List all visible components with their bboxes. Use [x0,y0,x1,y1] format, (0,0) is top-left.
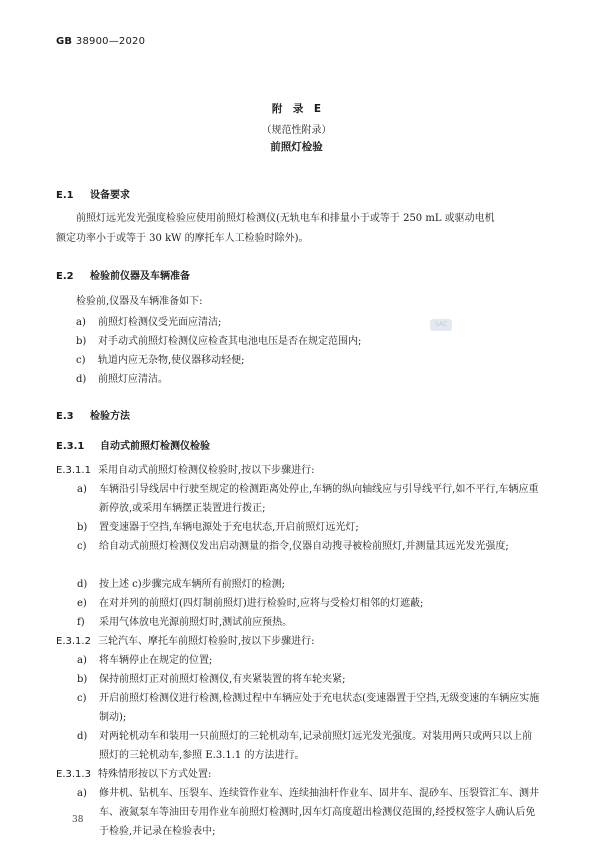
clause-text: 采用自动式前照灯检测仪检验时,按以下步骤进行: [98,465,315,476]
section-number: E.3 [56,411,74,422]
watermark-logo: SAC [430,319,452,331]
list-marker: b) [76,336,87,347]
list-text: 轨道内应无杂物,使仪器移动轻便; [98,355,245,366]
section-number: E.1 [56,190,74,201]
standard-number: 38900—2020 [75,36,146,47]
list-marker: c) [76,355,86,366]
appendix-title: 附 录 E [271,103,322,115]
list-marker: a) [77,484,87,495]
list-marker: a) [77,655,87,666]
list-item [76,313,221,332]
section-title: 检验方法 [90,411,130,422]
list-text: 将车辆停止在规定的位置; [99,655,213,666]
standard-header [56,36,145,47]
list-marker: a) [76,317,86,328]
list-text: 对两轮机动车和装用一只前照灯的三轮机动车,记录前照灯远光发光强度。对装用两只或两只以上前照灯的三轮机动车,参照 E.3.1.1 的方法进行。 [99,731,533,761]
paragraph-line: 前照灯远光发光强度检验应使用前照灯检测仪(无轨电车和排量小于或等于 250 mL 或驱动电机 [76,213,495,224]
clause-number: E.3.1.3 [56,769,91,780]
subsection-title: 自动式前照灯检测仪检验 [100,441,210,452]
paragraph-line: 检验前,仪器及车辆准备如下: [76,296,203,307]
clause-number: E.3.1.2 [56,636,91,647]
page-number: 38 [72,815,84,825]
clause-number: E.3.1.1 [56,465,91,476]
list-text: 采用气体放电光源前照灯时,测试前应预热。 [99,617,293,628]
section-number: E.2 [56,271,74,282]
section-heading-e3 [56,407,130,422]
list-text: 对手动式前照灯检测仪应检查其电池电压是否在规定范围内; [98,336,362,347]
list-text: 保持前照灯正对前照灯检测仪,有夹紧装置的将车轮夹紧; [99,674,346,685]
list-item [76,370,168,389]
list-marker: b) [77,522,88,533]
list-marker: d) [76,374,87,385]
clause-text: 三轮汽车、摩托车前照灯检验时,按以下步骤进行: [98,636,315,647]
section-heading-e1 [56,186,130,201]
list-marker: a) [77,788,87,799]
section-heading-e2 [56,267,190,282]
list-text: 修井机、钻机车、压裂车、连续管作业车、连续抽油杆作业车、固井车、混砂车、压裂管汇车、测井车、液氮泵车等油田专用作业车前照灯检测时,因车灯高度超出检测仪范围的,经授权签字人确认后免于检验,并记录在检验表中; [99,788,539,837]
subsection-heading-e31 [56,437,210,452]
paragraph-line: 额定功率小于或等于 30 kW 的摩托车人工检验时除外)。 [56,233,309,244]
list-item [76,351,245,370]
clause-text: 特殊情形按以下方式处置: [98,769,212,780]
clause-e311 [56,461,315,480]
list-text: 开启前照灯检测仪进行检测,检测过程中车辆应处于充电状态(变速器置于空挡,无级变速的车辆应实施制动); [99,693,540,723]
list-text: 前照灯检测仪受光面应清洁; [98,317,222,328]
list-item [76,332,361,351]
list-marker: f) [77,617,85,628]
list-marker: b) [77,674,88,685]
clause-e313 [56,765,211,784]
list-text: 置变速器于空挡,车辆电源处于充电状态,开启前照灯远光灯; [99,522,359,533]
list-text: 在对并列的前照灯(四灯制前照灯)进行检验时,应将与受检灯相邻的灯遮蔽; [99,598,424,609]
section-title: 设备要求 [90,190,130,201]
list-marker: e) [77,598,87,609]
appendix-name: 前照灯检验 [270,141,323,153]
list-text: 前照灯应清洁。 [98,374,168,385]
list-marker: c) [77,693,87,704]
list-text: 车辆沿引导线居中行驶至规定的检测距离处停止,车辆的纵向轴线应与引导线平行,如不平行,车辆应重新停放,或采用车辆摆正装置进行拨正; [99,484,539,514]
subsection-number: E.3.1 [56,441,85,452]
clause-e312 [56,632,315,651]
appendix-subtitle: （规范性附录） [261,125,332,136]
list-marker: d) [77,579,88,590]
list-marker: d) [77,731,88,742]
list-text: 给自动式前照灯检测仪发出启动测量的指令,仪器自动搜寻被检前照灯,并测量其远光发光强度; [99,541,509,552]
list-marker: c) [77,541,87,552]
list-text: 按上述 c)步骤完成车辆所有前照灯的检测; [99,579,286,590]
standard-code: GB [56,36,73,47]
section-title: 检验前仪器及车辆准备 [90,271,190,282]
